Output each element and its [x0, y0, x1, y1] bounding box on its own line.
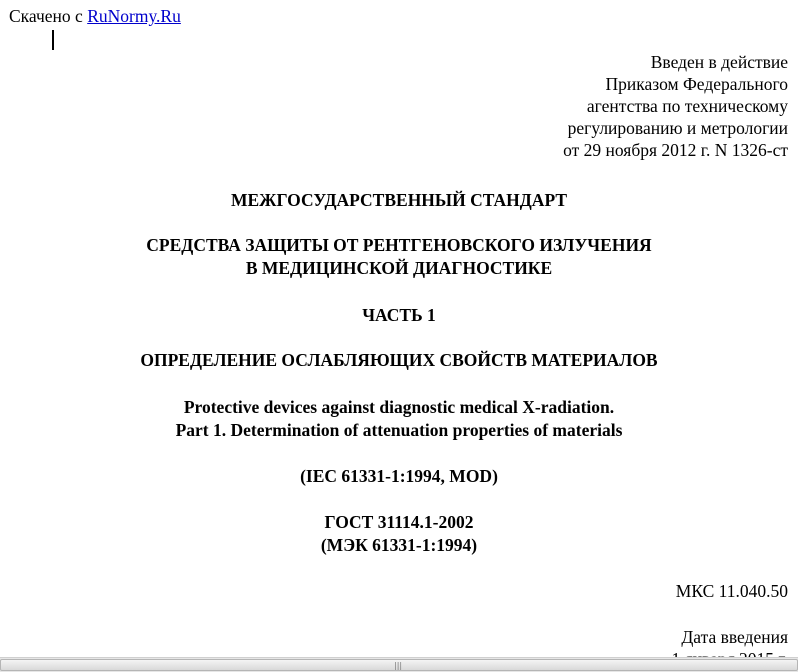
source-prefix: Скачено с — [9, 6, 83, 26]
text-caret — [52, 30, 54, 50]
enactment-line: регулированию и метрологии — [567, 118, 788, 138]
part-heading: ЧАСТЬ 1 — [362, 305, 436, 325]
gost-line: ГОСТ 31114.1-2002 — [324, 512, 474, 532]
enactment-line: от 29 ноября 2012 г. N 1326-ст — [563, 140, 788, 160]
gost-line: (МЭК 61331-1:1994) — [320, 535, 478, 555]
grip-icon: ||| — [394, 661, 403, 670]
standard-name-heading — [0, 234, 798, 280]
standard-type-heading: МЕЖГОСУДАРСТВЕННЫЙ СТАНДАРТ — [230, 190, 568, 210]
enactment-note — [563, 51, 788, 161]
enactment-line: Приказом Федерального — [605, 74, 788, 94]
horizontal-scrollbar[interactable] — [0, 657, 798, 672]
part-title-heading: ОПРЕДЕЛЕНИЕ ОСЛАБЛЯЮЩИХ СВОЙСТВ МАТЕРИАЛОВ — [140, 350, 658, 370]
runormy-link[interactable]: RuNormy.Ru — [87, 6, 181, 26]
enactment-line: Введен в действие — [650, 52, 788, 72]
scrollbar-thumb[interactable] — [0, 659, 798, 671]
english-title — [0, 396, 798, 442]
standard-name-line: СРЕДСТВА ЗАЩИТЫ ОТ РЕНТГЕНОВСКОГО ИЗЛУЧЕНИЯ — [146, 235, 652, 255]
standard-name-line: В МЕДИЦИНСКОЙ ДИАГНОСТИКЕ — [245, 258, 553, 278]
english-title-line: Part 1. Determination of attenuation properties of materials — [175, 420, 623, 440]
english-title-line: Protective devices against diagnostic medical X-radiation. — [183, 397, 615, 417]
iec-reference: (IEC 61331-1:1994, MOD) — [300, 466, 498, 486]
mks-code: МКС 11.040.50 — [675, 581, 788, 601]
introduction-date-label: Дата введения — [681, 627, 788, 647]
enactment-line: агентства по техническому — [586, 96, 788, 116]
source-line — [9, 5, 181, 27]
gost-reference — [0, 511, 798, 557]
